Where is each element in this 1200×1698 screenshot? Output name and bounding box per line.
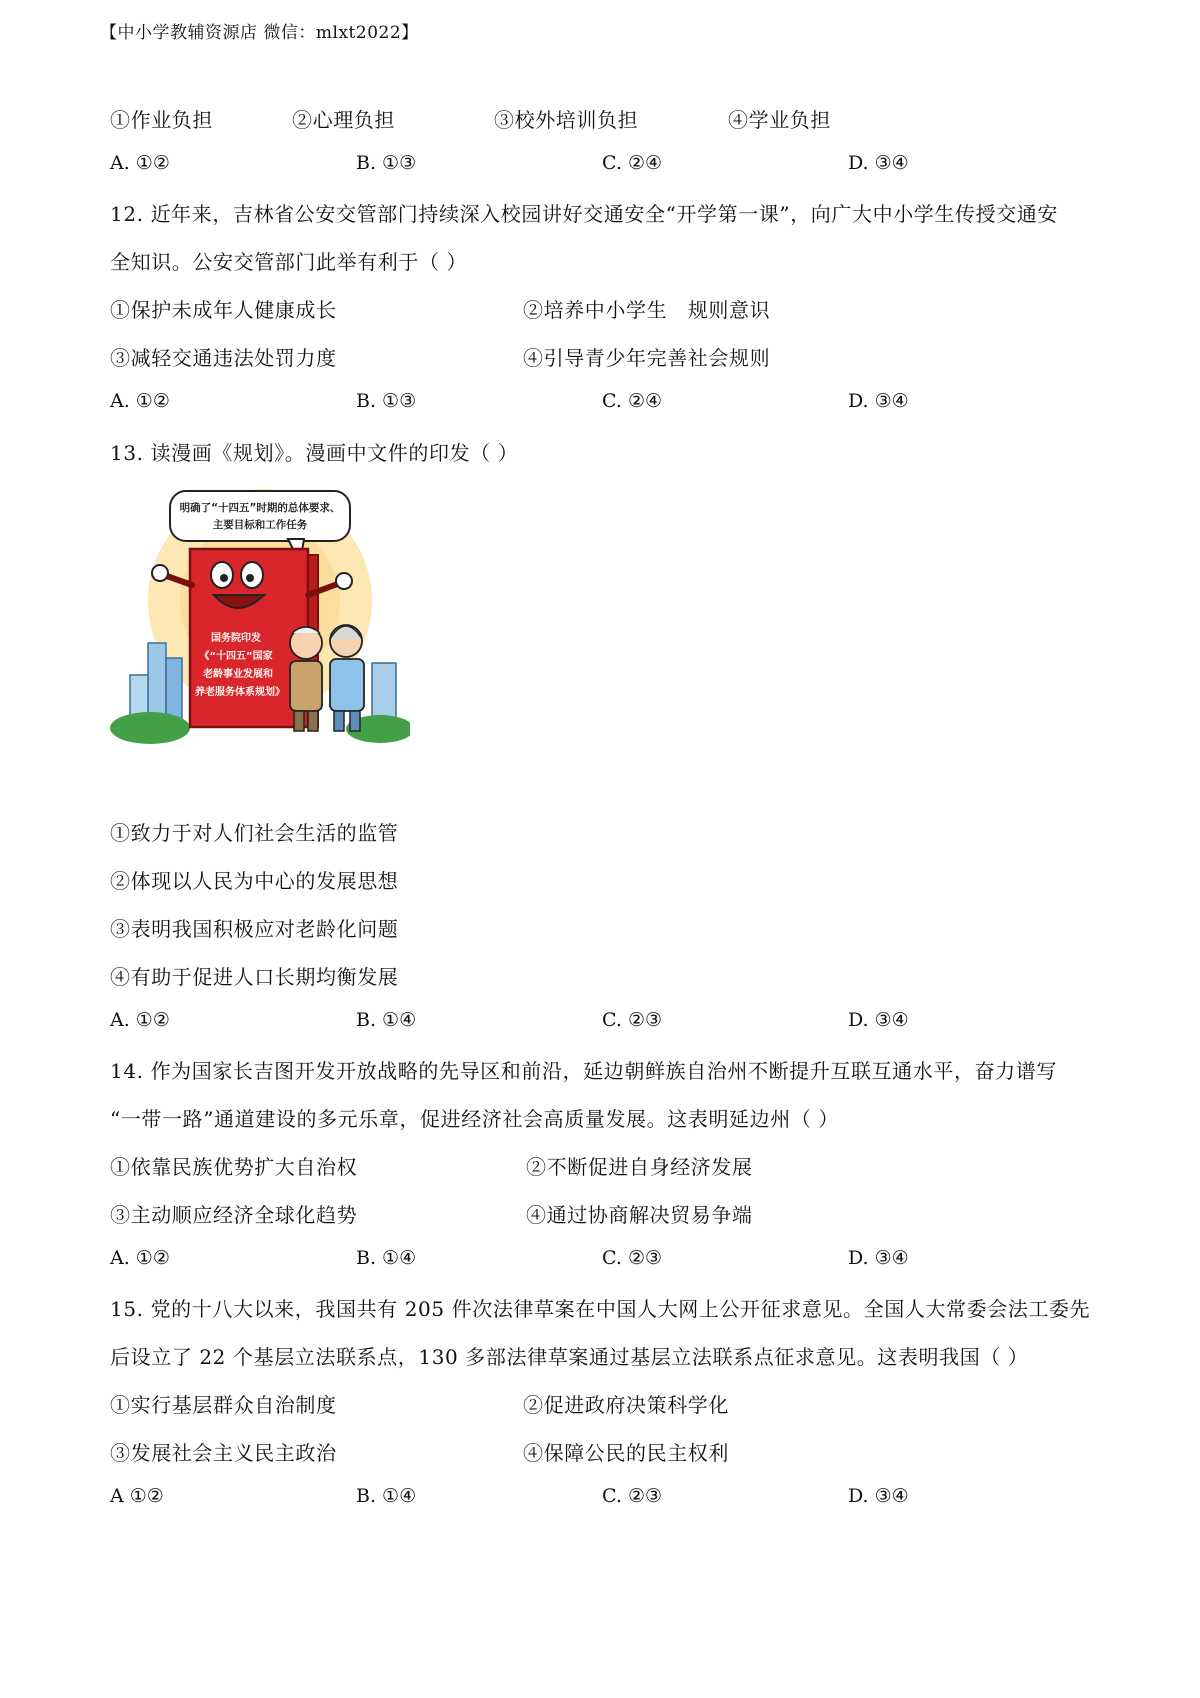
q15-stem-line2: 后设立了 22 个基层立法联系点，130 多部法律草案通过基层立法联系点征求意见。这表明我国（ ） [110, 1345, 1029, 1369]
q13-option-4: ④有助于促进人口长期均衡发展 [110, 965, 399, 989]
q13-choice-b: B. ①④ [356, 1009, 417, 1031]
q11-choice-c: C. ②④ [602, 152, 663, 174]
q12-option-2: ②培养中小学生 规则意识 [523, 298, 771, 322]
q13-choice-d: D. ③④ [848, 1009, 909, 1031]
q13-option-2: ②体现以人民为中心的发展思想 [110, 869, 399, 893]
q11-choice-b: B. ①③ [356, 152, 417, 174]
q15-choice-c: C. ②③ [602, 1485, 663, 1507]
q14-choice-c: C. ②③ [602, 1247, 663, 1269]
doc-text-line4: 养老服务体系规划》 [195, 687, 285, 698]
q11-option-4: ④学业负担 [728, 108, 831, 132]
q13-choice-c: C. ②③ [602, 1009, 663, 1031]
q14-option-1: ①依靠民族优势扩大自治权 [110, 1155, 358, 1179]
doc-text-line3: 老龄事业发展和 [203, 669, 273, 680]
bubble-text-line2: 主要目标和工作任务 [212, 519, 308, 531]
q13-stem: 13. 读漫画《规划》。漫画中文件的印发（ ） [110, 441, 519, 465]
q14-option-4: ④通过协商解决贸易争端 [526, 1203, 753, 1227]
q14-option-3: ③主动顺应经济全球化趋势 [110, 1203, 358, 1227]
q15-stem-line1: 15. 党的十八大以来，我国共有 205 件次法律草案在中国人大网上公开征求意见。全国人大常委会法工委先 [110, 1297, 1091, 1321]
speech-bubble [170, 491, 350, 541]
q15-option-4: ④保障公民的民主权利 [523, 1441, 729, 1465]
q14-choice-b: B. ①④ [356, 1247, 417, 1269]
q15-option-2: ②促进政府决策科学化 [523, 1393, 729, 1417]
q14-choice-a: A. ①② [110, 1247, 170, 1269]
q12-stem-line1: 12. 近年来，吉林省公安交管部门持续深入校园讲好交通安全“开学第一课”，向广大中小学生传授交通安 [110, 202, 1059, 226]
doc-text-line2: 《“十四五”国家 [199, 651, 273, 662]
q12-choice-d: D. ③④ [848, 390, 909, 412]
q12-choice-c: C. ②④ [602, 390, 663, 412]
q14-stem-line1: 14. 作为国家长吉图开发开放战略的先导区和前沿，延边朝鲜族自治州不断提升互联互通水平，奋力谱写 [110, 1059, 1057, 1083]
q12-choice-a: A. ①② [110, 390, 170, 412]
q12-option-3: ③减轻交通违法处罚力度 [110, 346, 337, 370]
q13-option-3: ③表明我国积极应对老龄化问题 [110, 917, 399, 941]
q15-choice-a: A ①② [110, 1485, 164, 1507]
q14-option-2: ②不断促进自身经济发展 [526, 1155, 753, 1179]
doc-text-line1: 国务院印发 [211, 633, 261, 644]
q14-choice-d: D. ③④ [848, 1247, 909, 1269]
page-header: 【中小学教辅资源店 微信：mlxt2022】 [100, 23, 419, 43]
q11-option-3: ③校外培训负担 [494, 108, 639, 132]
q11-option-1: ①作业负担 [110, 108, 213, 132]
q12-option-4: ④引导青少年完善社会规则 [523, 346, 771, 370]
q11-choice-d: D. ③④ [848, 152, 909, 174]
q13-choice-a: A. ①② [110, 1009, 170, 1031]
q15-option-3: ③发展社会主义民主政治 [110, 1441, 337, 1465]
q13-option-1: ①致力于对人们社会生活的监管 [110, 821, 399, 845]
bubble-text-line1: 明确了“十四五”时期的总体要求、 [179, 502, 341, 514]
q15-option-1: ①实行基层群众自治制度 [110, 1393, 337, 1417]
q12-choice-b: B. ①③ [356, 390, 417, 412]
q12-stem-line2: 全知识。公安交管部门此举有利于（ ） [110, 250, 468, 274]
q11-option-2: ②心理负担 [292, 108, 395, 132]
q15-choice-d: D. ③④ [848, 1485, 909, 1507]
q12-option-1: ①保护未成年人健康成长 [110, 298, 337, 322]
cartoon-image [110, 483, 410, 746]
q11-choice-a: A. ①② [110, 152, 170, 174]
q15-choice-b: B. ①④ [356, 1485, 417, 1507]
q14-stem-line2: “一带一路”通道建设的多元乐章，促进经济社会高质量发展。这表明延边州（ ） [110, 1107, 840, 1131]
elderly-woman [330, 625, 364, 731]
